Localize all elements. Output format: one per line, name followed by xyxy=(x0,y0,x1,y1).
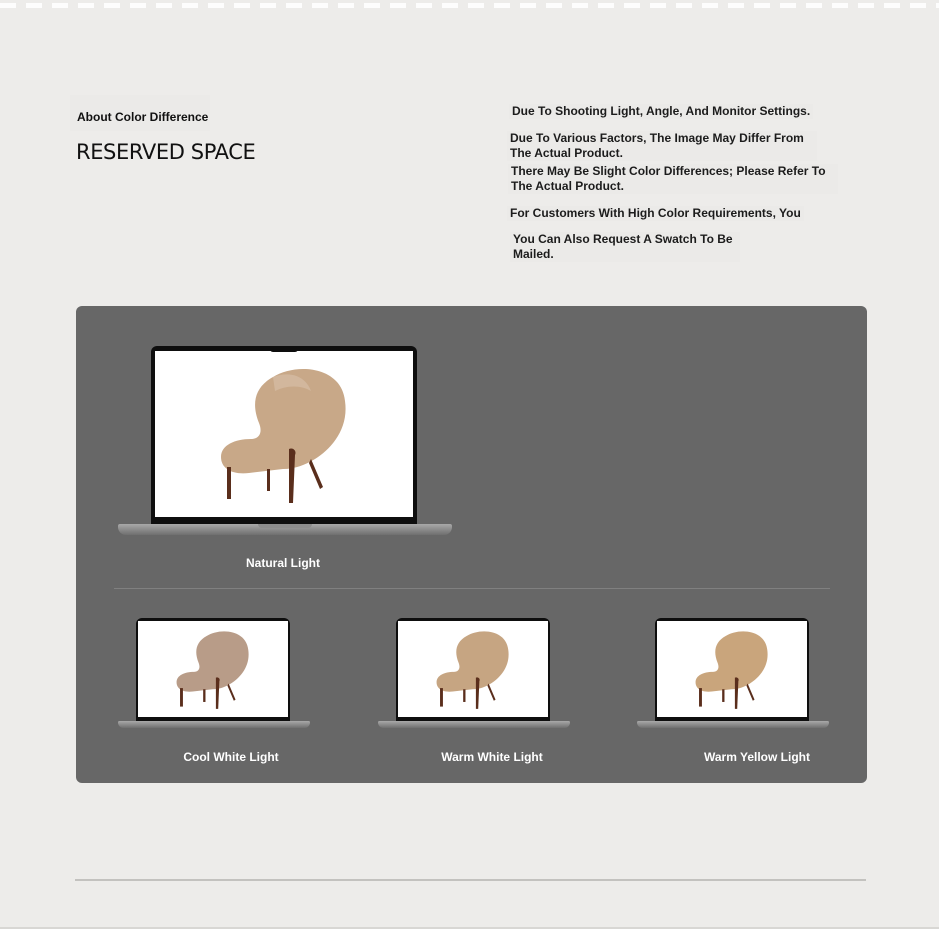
screen-display xyxy=(657,621,807,717)
laptop-natural-light xyxy=(118,346,452,538)
laptop-screen xyxy=(136,618,290,722)
laptop-screen xyxy=(655,618,809,722)
chair-image xyxy=(657,621,807,717)
screen-display xyxy=(155,351,413,517)
camera-notch xyxy=(723,618,739,621)
lighting-comparison-panel xyxy=(76,306,867,783)
laptop-screen xyxy=(396,618,550,722)
laptop-hinge xyxy=(258,524,312,528)
section-divider xyxy=(114,588,830,589)
laptop-base xyxy=(378,721,570,728)
laptop-screen xyxy=(151,346,417,524)
chair-image xyxy=(398,621,548,717)
note-various-factors: Due To Various Factors, The Image May Differ From The Actual Product. xyxy=(507,131,817,161)
chair-image xyxy=(138,621,288,717)
note-slight-differences: There May Be Slight Color Differences; Please Refer To The Actual Product. xyxy=(508,164,838,194)
caption-warm-white-light: Warm White Light xyxy=(441,750,543,764)
camera-notch xyxy=(464,618,480,621)
caption-cool-white-light: Cool White Light xyxy=(183,750,279,764)
laptop-base xyxy=(118,721,310,728)
laptop-warm-yellow-light xyxy=(637,618,829,730)
laptop-cool-white-light xyxy=(118,618,310,730)
camera-notch xyxy=(204,618,220,621)
note-high-requirements: For Customers With High Color Requirements, You xyxy=(507,206,804,221)
reserved-space-heading: RESERVED SPACE xyxy=(76,140,256,164)
top-dashed-border xyxy=(0,3,939,8)
caption-warm-yellow-light: Warm Yellow Light xyxy=(703,750,810,764)
laptop-warm-white-light xyxy=(378,618,570,730)
chair-image xyxy=(155,351,413,517)
about-color-difference-title: About Color Difference xyxy=(77,110,209,124)
laptop-base xyxy=(637,721,829,728)
camera-notch xyxy=(270,347,298,352)
note-shooting-light: Due To Shooting Light, Angle, And Monitor Settings. xyxy=(509,104,813,119)
screen-display xyxy=(398,621,548,717)
bottom-divider xyxy=(75,879,866,881)
caption-natural-light: Natural Light xyxy=(246,556,320,570)
screen-display xyxy=(138,621,288,717)
note-request-swatch: You Can Also Request A Swatch To Be Mailed. xyxy=(510,232,740,262)
